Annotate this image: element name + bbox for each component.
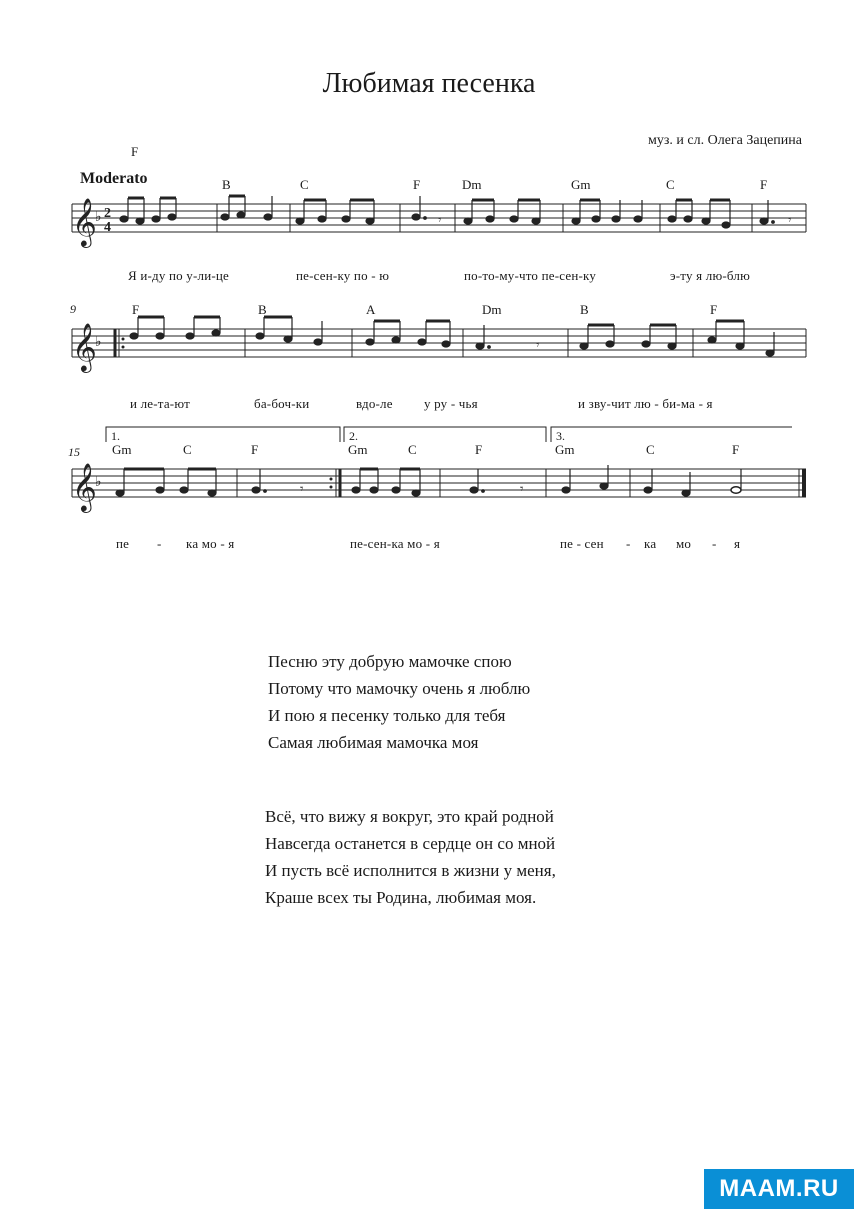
verse-line: Песню эту добрую мамочке спою xyxy=(268,652,512,671)
chord-label: F xyxy=(413,177,421,192)
lyric-line: пе - сен xyxy=(560,536,604,551)
volta-label: 1. xyxy=(111,429,120,443)
chord-label: F xyxy=(760,177,768,192)
chord-label: C xyxy=(408,442,417,457)
time-signature-top: 2 xyxy=(104,206,111,221)
lyric-line: я xyxy=(734,536,741,551)
chord-label: Gm xyxy=(112,442,132,457)
chord-label: F xyxy=(132,302,140,317)
lyric-line: пе-сен-ка мо - я xyxy=(350,536,440,551)
chord-label: Gm xyxy=(571,177,591,192)
music-staff-1 xyxy=(0,190,858,260)
measure-number: 15 xyxy=(68,445,80,459)
chord-label: F xyxy=(475,442,483,457)
treble-clef-icon: 𝄞 xyxy=(72,197,97,246)
music-staff-2 xyxy=(0,315,858,385)
volta-brackets xyxy=(0,422,858,442)
eighth-rest-icon: 𝄾 xyxy=(536,338,540,353)
verse-2 xyxy=(265,803,556,911)
verse-line: Самая любимая мамочка моя xyxy=(268,733,479,752)
chord-label: Gm xyxy=(555,442,575,457)
chord-label: F xyxy=(251,442,259,457)
chord-label: C xyxy=(183,442,192,457)
lyric-line: э-ту я лю-блю xyxy=(670,268,751,283)
flat-icon: ♭ xyxy=(95,209,102,225)
lyric-line: пе xyxy=(116,536,130,551)
eighth-rest-icon: 𝄾 xyxy=(438,213,442,228)
lyric-line: по-то-му-что пе-сен-ку xyxy=(464,268,597,283)
composer-credit: муз. и сл. Олега Зацепина xyxy=(648,133,802,148)
chord-label: F xyxy=(732,442,740,457)
measure-number: 9 xyxy=(70,302,76,316)
lyric-line: ка мо - я xyxy=(186,536,235,551)
watermark-logo: MAAM.RU xyxy=(704,1169,854,1209)
verse-line: Навсегда останется в сердце он со мной xyxy=(265,834,556,853)
lyric-line: - xyxy=(712,536,717,551)
treble-clef-icon: 𝄞 xyxy=(72,462,97,511)
verse-line: И пою я песенку только для тебя xyxy=(268,706,506,725)
lyric-line: и ле-та-ют xyxy=(130,396,190,411)
chord-label: Dm xyxy=(462,177,482,192)
eighth-rest-icon: 𝄾 xyxy=(788,213,792,228)
lyric-line: Я и-ду по у-ли-це xyxy=(128,268,230,283)
verse-line: Потому что мамочку очень я люблю xyxy=(268,679,531,698)
lyric-line: ка xyxy=(644,536,657,551)
eighth-rest-icon: 𝄾 xyxy=(520,482,524,497)
verse-1 xyxy=(268,648,530,756)
page-title: Любимая песенка xyxy=(322,68,536,99)
lyric-line: пе-сен-ку по - ю xyxy=(296,268,390,283)
lyric-line: - xyxy=(626,536,631,551)
flat-icon: ♭ xyxy=(95,334,102,350)
chord-label: C xyxy=(300,177,309,192)
verse-line: И пусть всё исполнится в жизни у меня, xyxy=(265,861,556,880)
eighth-rest-icon: 𝄾 xyxy=(300,482,304,497)
volta-label: 2. xyxy=(349,429,358,443)
chord-label: F xyxy=(710,302,718,317)
lyric-line: у ру - чья xyxy=(424,396,478,411)
lyric-line: ба-боч-ки xyxy=(254,396,310,411)
tempo-marking: Moderato xyxy=(80,170,148,187)
volta-label: 3. xyxy=(556,429,565,443)
lyric-line: вдо-ле xyxy=(356,396,393,411)
lyric-line: - xyxy=(157,536,162,551)
chord-label: A xyxy=(366,302,376,317)
verse-line: Краше всех ты Родина, любимая моя. xyxy=(265,888,537,907)
chord-label: B xyxy=(222,177,231,192)
chord-label: C xyxy=(666,177,675,192)
flat-icon: ♭ xyxy=(95,474,102,490)
music-staff-3 xyxy=(0,455,858,525)
chord-label: C xyxy=(646,442,655,457)
chord-label: B xyxy=(580,302,589,317)
chord-label: B xyxy=(258,302,267,317)
lyric-line: и зву-чит лю - би-ма - я xyxy=(578,396,713,411)
chord-label: F xyxy=(131,144,139,159)
time-signature-bottom: 4 xyxy=(104,220,111,235)
chord-label: Gm xyxy=(348,442,368,457)
chord-label: Dm xyxy=(482,302,502,317)
lyric-line: мо xyxy=(676,536,692,551)
treble-clef-icon: 𝄞 xyxy=(72,322,97,371)
verse-line: Всё, что вижу я вокруг, это край родной xyxy=(265,807,554,826)
